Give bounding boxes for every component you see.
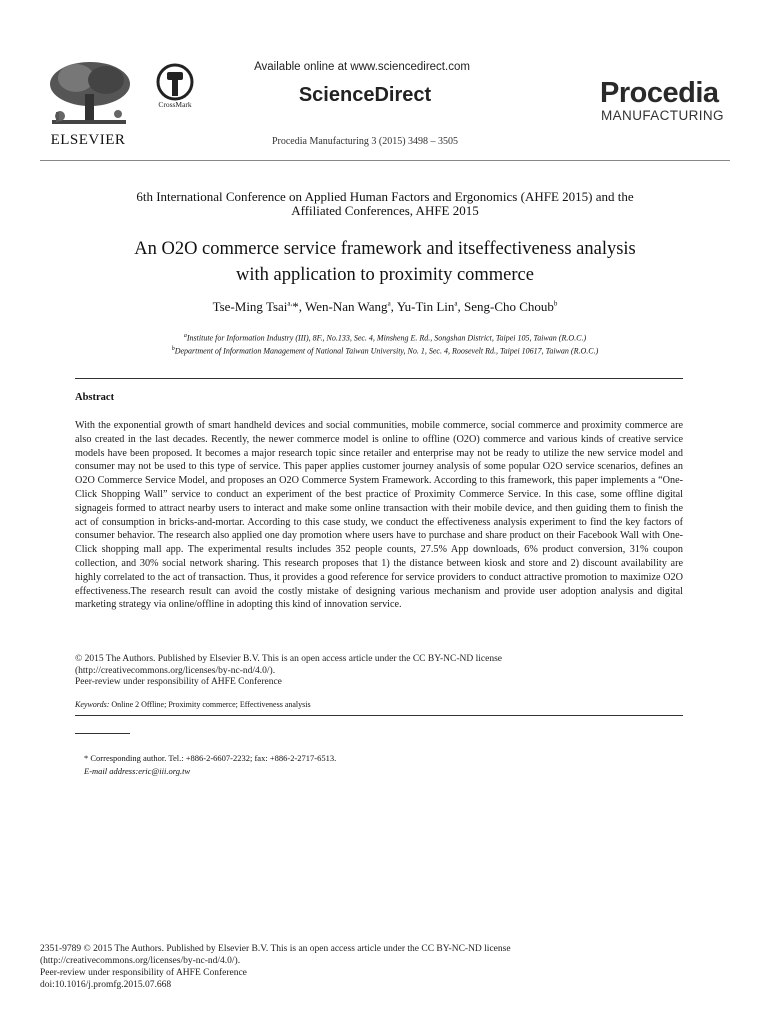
author-affiliation-sup: a <box>454 299 458 308</box>
author-affiliation-sup: a <box>387 299 391 308</box>
peer-review-line: Peer-review under responsibility of AHFE Conference <box>40 968 247 978</box>
author-list <box>40 299 730 315</box>
author-name: Seng-Cho Choub <box>464 299 554 314</box>
footnote <box>84 752 336 778</box>
journal-reference: Procedia Manufacturing 3 (2015) 3498 – 3505 <box>271 136 459 147</box>
keywords-label: Keywords: <box>75 700 110 709</box>
conference-line-1: 6th International Conference on Applied Human Factors and Ergonomics (AHFE 2015) and the <box>136 189 634 204</box>
crossmark-label: CrossMark <box>158 100 192 109</box>
author-separator: , <box>390 299 397 314</box>
keywords-text: Online 2 Offline; Proximity commerce; Effectiveness analysis <box>111 700 311 709</box>
procedia-logo-subtitle: MANUFACTURING <box>601 108 724 123</box>
corresponding-author: * Corresponding author. Tel.: +886-2-6607-2232; fax: +886-2-2717-6513. <box>84 753 337 763</box>
abstract-heading: Abstract <box>75 392 115 403</box>
abstract-body: With the exponential growth of smart handheld devices and social communities, mobile commerce, social commerce and proximity commerce are also created in the last decades. Recently, the newer commerce model is online to offline (O2O) commerce and various kinds of creative service models have been proposed. It becomes a major research topic since retailer and enterprise may not be ready to utilize the new service model and consumer may not be used to this type of service. This paper applies customer journey analysis of some popular O2O service scenarios, defines an O2O Commerce Service Model, and proposes an O2O Commerce System Framework. According to this framework, this paper implements a “One-Click Shopping Wall” service to conduct an experiment of the best practice of Proximity Commerce Service. In this case, some offline digital signageis formed to attract nearby users to interact and make some online transaction with their mobile device, and then guiding them to finish the act of consumption in bricks-and-mortar. According to this case study, we conduct the effectiveness analysis experiment to find the key factors of consumer behavior. The research also applied one day promotion where users have to purchase and share product on their Facebook Wall with One-Click shopping mall app. The experimental results includes 352 people counts, 27.5% App downloads, 6% product conversion, 31% coupon collection, and 30% social network sharing. This research proposes that 1) the distance between kiosk and store and 2) discount availability are highly correlated to the act of transaction. Thus, it provides a good reference for service providers to conduct attractive promotion to maximize O2O effectiveness.The research result can avoid the costly mistake of designing various mechanism and provide user adoption analysis and digital marketing strategy via online/offline in adopting this kind of innovation service. <box>75 420 683 611</box>
affiliation-b <box>40 346 730 356</box>
sciencedirect-logo[interactable]: ScienceDirect <box>298 84 432 106</box>
license-link[interactable]: (http://creativecommons.org/licenses/by-nc-nd/4.0/). <box>75 665 276 676</box>
abstract-top-rule <box>75 378 683 379</box>
doi-link[interactable]: doi:10.1016/j.promfg.2015.07.668 <box>40 980 172 990</box>
affiliation-a <box>40 333 730 343</box>
author-separator: *, <box>292 299 306 314</box>
publisher-name: ELSEVIER <box>50 132 126 148</box>
header-rule <box>40 160 730 161</box>
paper-title <box>40 236 730 288</box>
author-name: Yu-Tin Lin <box>396 299 455 314</box>
conference-line-2: Affiliated Conferences, AHFE 2015 <box>291 203 479 218</box>
license-line-3: Peer-review under responsibility of AHFE Conference <box>75 677 282 687</box>
conference-name <box>60 190 710 218</box>
keywords-bottom-rule <box>75 715 683 716</box>
author-separator: , <box>457 299 464 314</box>
keywords <box>75 700 683 709</box>
license-line-1: © 2015 The Authors. Published by Elsevier B.V. This is an open access article under the CC BY-NC-ND license <box>75 654 503 664</box>
author-name: Tse-Ming Tsai <box>212 299 288 314</box>
title-line-2: with application to proximity commerce <box>236 265 534 285</box>
procedia-logo-title: Procedia <box>600 77 719 109</box>
affiliation-b-text: Department of Information Management of National Taiwan University, No. 1, Sec. 4, Roosevelt Rd., Taipei 10617, Taiwan (R.O.C.) <box>174 346 599 356</box>
license-notice <box>75 654 683 689</box>
bottom-license-link[interactable]: (http://creativecommons.org/licenses/by-nc-nd/4.0/). <box>40 956 241 966</box>
copyright-line: 2351-9789 © 2015 The Authors. Published by Elsevier B.V. This is an open access article under the CC BY-NC-ND license <box>40 944 511 954</box>
author-affiliation-sup: a, <box>287 299 293 308</box>
available-online-text: Available online at www.sciencedirect.com <box>254 61 470 73</box>
author-name: Wen-Nan Wang <box>305 299 388 314</box>
email-address[interactable]: E-mail address:eric@iii.org.tw <box>84 766 191 776</box>
affiliation-b-sup: b <box>171 346 175 352</box>
affiliation-a-sup: a <box>183 333 187 339</box>
footnote-rule <box>75 733 130 734</box>
title-line-1: An O2O commerce service framework and itseffectiveness analysis <box>134 239 636 259</box>
bottom-copyright <box>40 943 740 991</box>
affiliation-a-text: Institute for Information Industry (III), 8F., No.133, Sec. 4, Minsheng E. Rd., Songshan District, Taipei 105, Taiwan (R.O.C.) <box>186 333 587 343</box>
author-affiliation-sup: b <box>553 299 558 308</box>
